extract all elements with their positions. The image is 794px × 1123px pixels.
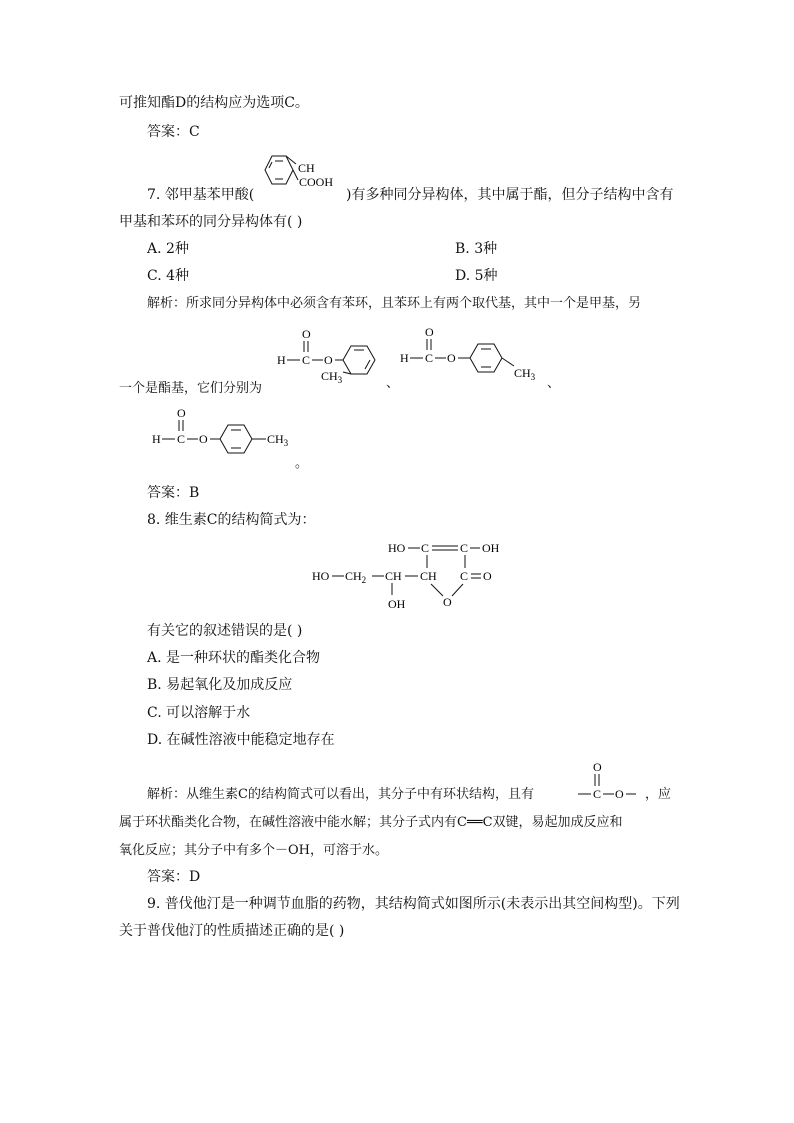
option-b: B. 易起氧化及加成反应	[147, 677, 293, 693]
option-d: D. 5种	[455, 268, 498, 284]
svg-text:HO: HO	[312, 569, 330, 583]
question-8-prompt: 有关它的叙述错误的是( )	[147, 623, 303, 639]
svg-text:O: O	[199, 432, 208, 446]
answer-label: 答案：	[147, 485, 189, 501]
explanation-8-line3: 氧化反应；其分子中有多个－OH，可溶于水。	[119, 843, 388, 858]
svg-text:OH: OH	[388, 597, 406, 611]
answer-label: 答案：	[147, 124, 189, 140]
ch3-label: CH	[298, 161, 315, 175]
option-c: C. 4种	[147, 268, 190, 284]
answer-value: D	[189, 869, 201, 885]
svg-text:C: C	[177, 432, 186, 446]
answer-label: 答案：	[147, 869, 189, 885]
answer-value: C	[189, 124, 200, 140]
para-methylphenyl-formate-structure	[398, 322, 548, 386]
svg-text:CH: CH	[420, 569, 437, 583]
svg-text:C: C	[425, 351, 434, 365]
explanation-7-line2: 一个是酯基，它们分别为	[119, 381, 263, 396]
explanation-8-line1: 解析：从维生素C的结构简式可以看出，其分子中有环状结构，且有	[147, 787, 534, 802]
svg-text:CH3: $CH_3$	[514, 366, 536, 382]
question-8-stem: 8. 维生素C的结构简式为：	[147, 512, 316, 528]
cooh-label: COOH	[299, 175, 334, 189]
question-7-stem-line2: 甲基和苯环的同分异构体有( )	[119, 214, 303, 230]
vitamin-c-structure	[310, 538, 510, 614]
svg-text:O: O	[302, 327, 311, 341]
svg-text:CH3: $CH_3$	[321, 369, 343, 385]
period: 。	[295, 456, 309, 471]
svg-text:O: O	[615, 787, 624, 801]
svg-text:O: O	[425, 325, 434, 339]
svg-text:O: O	[177, 406, 186, 420]
svg-text:HO: HO	[388, 541, 406, 555]
svg-text:CH2: $CH_2$	[345, 569, 367, 585]
option-d: D. 在碱性溶液中能稳定地存在	[147, 732, 335, 748]
question-9-stem-line1: 9. 普伐他汀是一种调节血脂的药物，其结构简式如图所示(未表示出其空间构型)。下列	[147, 896, 680, 912]
answer-line	[147, 123, 200, 141]
svg-text:CH: CH	[385, 569, 402, 583]
separator: 、	[386, 376, 400, 391]
o-methylbenzoic-acid-structure	[258, 150, 348, 202]
question-7-stem-end: )有多种同分异构体，其中属于酯，但分子结构中含有	[346, 187, 674, 203]
svg-text:CH3: $CH_3$	[267, 432, 289, 448]
separator: 、	[547, 376, 561, 391]
svg-text:C: C	[460, 569, 469, 583]
svg-text:C: C	[302, 353, 311, 367]
answer-line	[147, 868, 200, 886]
svg-text:O: O	[324, 353, 333, 367]
question-7-stem-start: 7. 邻甲基苯甲酸(	[147, 187, 255, 203]
svg-text:H: H	[400, 351, 409, 365]
ortho-methylphenyl-formate-structure	[275, 324, 385, 384]
svg-text:OH: OH	[482, 541, 500, 555]
option-a: A. 是一种环状的酯类化合物	[147, 650, 321, 666]
answer-value: B	[189, 485, 200, 501]
svg-text:H: H	[277, 353, 286, 367]
explanation-7-line1: 解析：所求同分异构体中必须含有苯环，且苯环上有两个取代基，其中一个是甲基，另	[147, 296, 642, 311]
svg-text:O: O	[443, 595, 452, 609]
explanation-8-line1-end: ，应	[645, 787, 672, 802]
option-c: C. 可以溶解于水	[147, 705, 251, 721]
svg-text:C: C	[460, 541, 469, 555]
question-9-stem-line2: 关于普伐他汀的性质描述正确的是( )	[119, 923, 345, 939]
meta-methylphenyl-formate-structure	[150, 403, 300, 467]
text-line: 可推知酯D的结构应为选项C。	[119, 95, 309, 111]
svg-text:O: O	[483, 569, 492, 583]
svg-text:H: H	[152, 432, 161, 446]
svg-text:C: C	[593, 787, 602, 801]
explanation-8-line2: 属于环状酯类化合物，在碱性溶液中能水解；其分子式内有C══C双键，易起加成反应和	[119, 815, 623, 830]
option-b: B. 3种	[455, 241, 498, 257]
ester-group-structure	[578, 758, 638, 804]
svg-text:O: O	[447, 351, 456, 365]
svg-text:C: C	[421, 541, 430, 555]
svg-text:O: O	[593, 760, 602, 774]
option-a: A. 2种	[147, 241, 189, 257]
answer-line	[147, 484, 199, 502]
